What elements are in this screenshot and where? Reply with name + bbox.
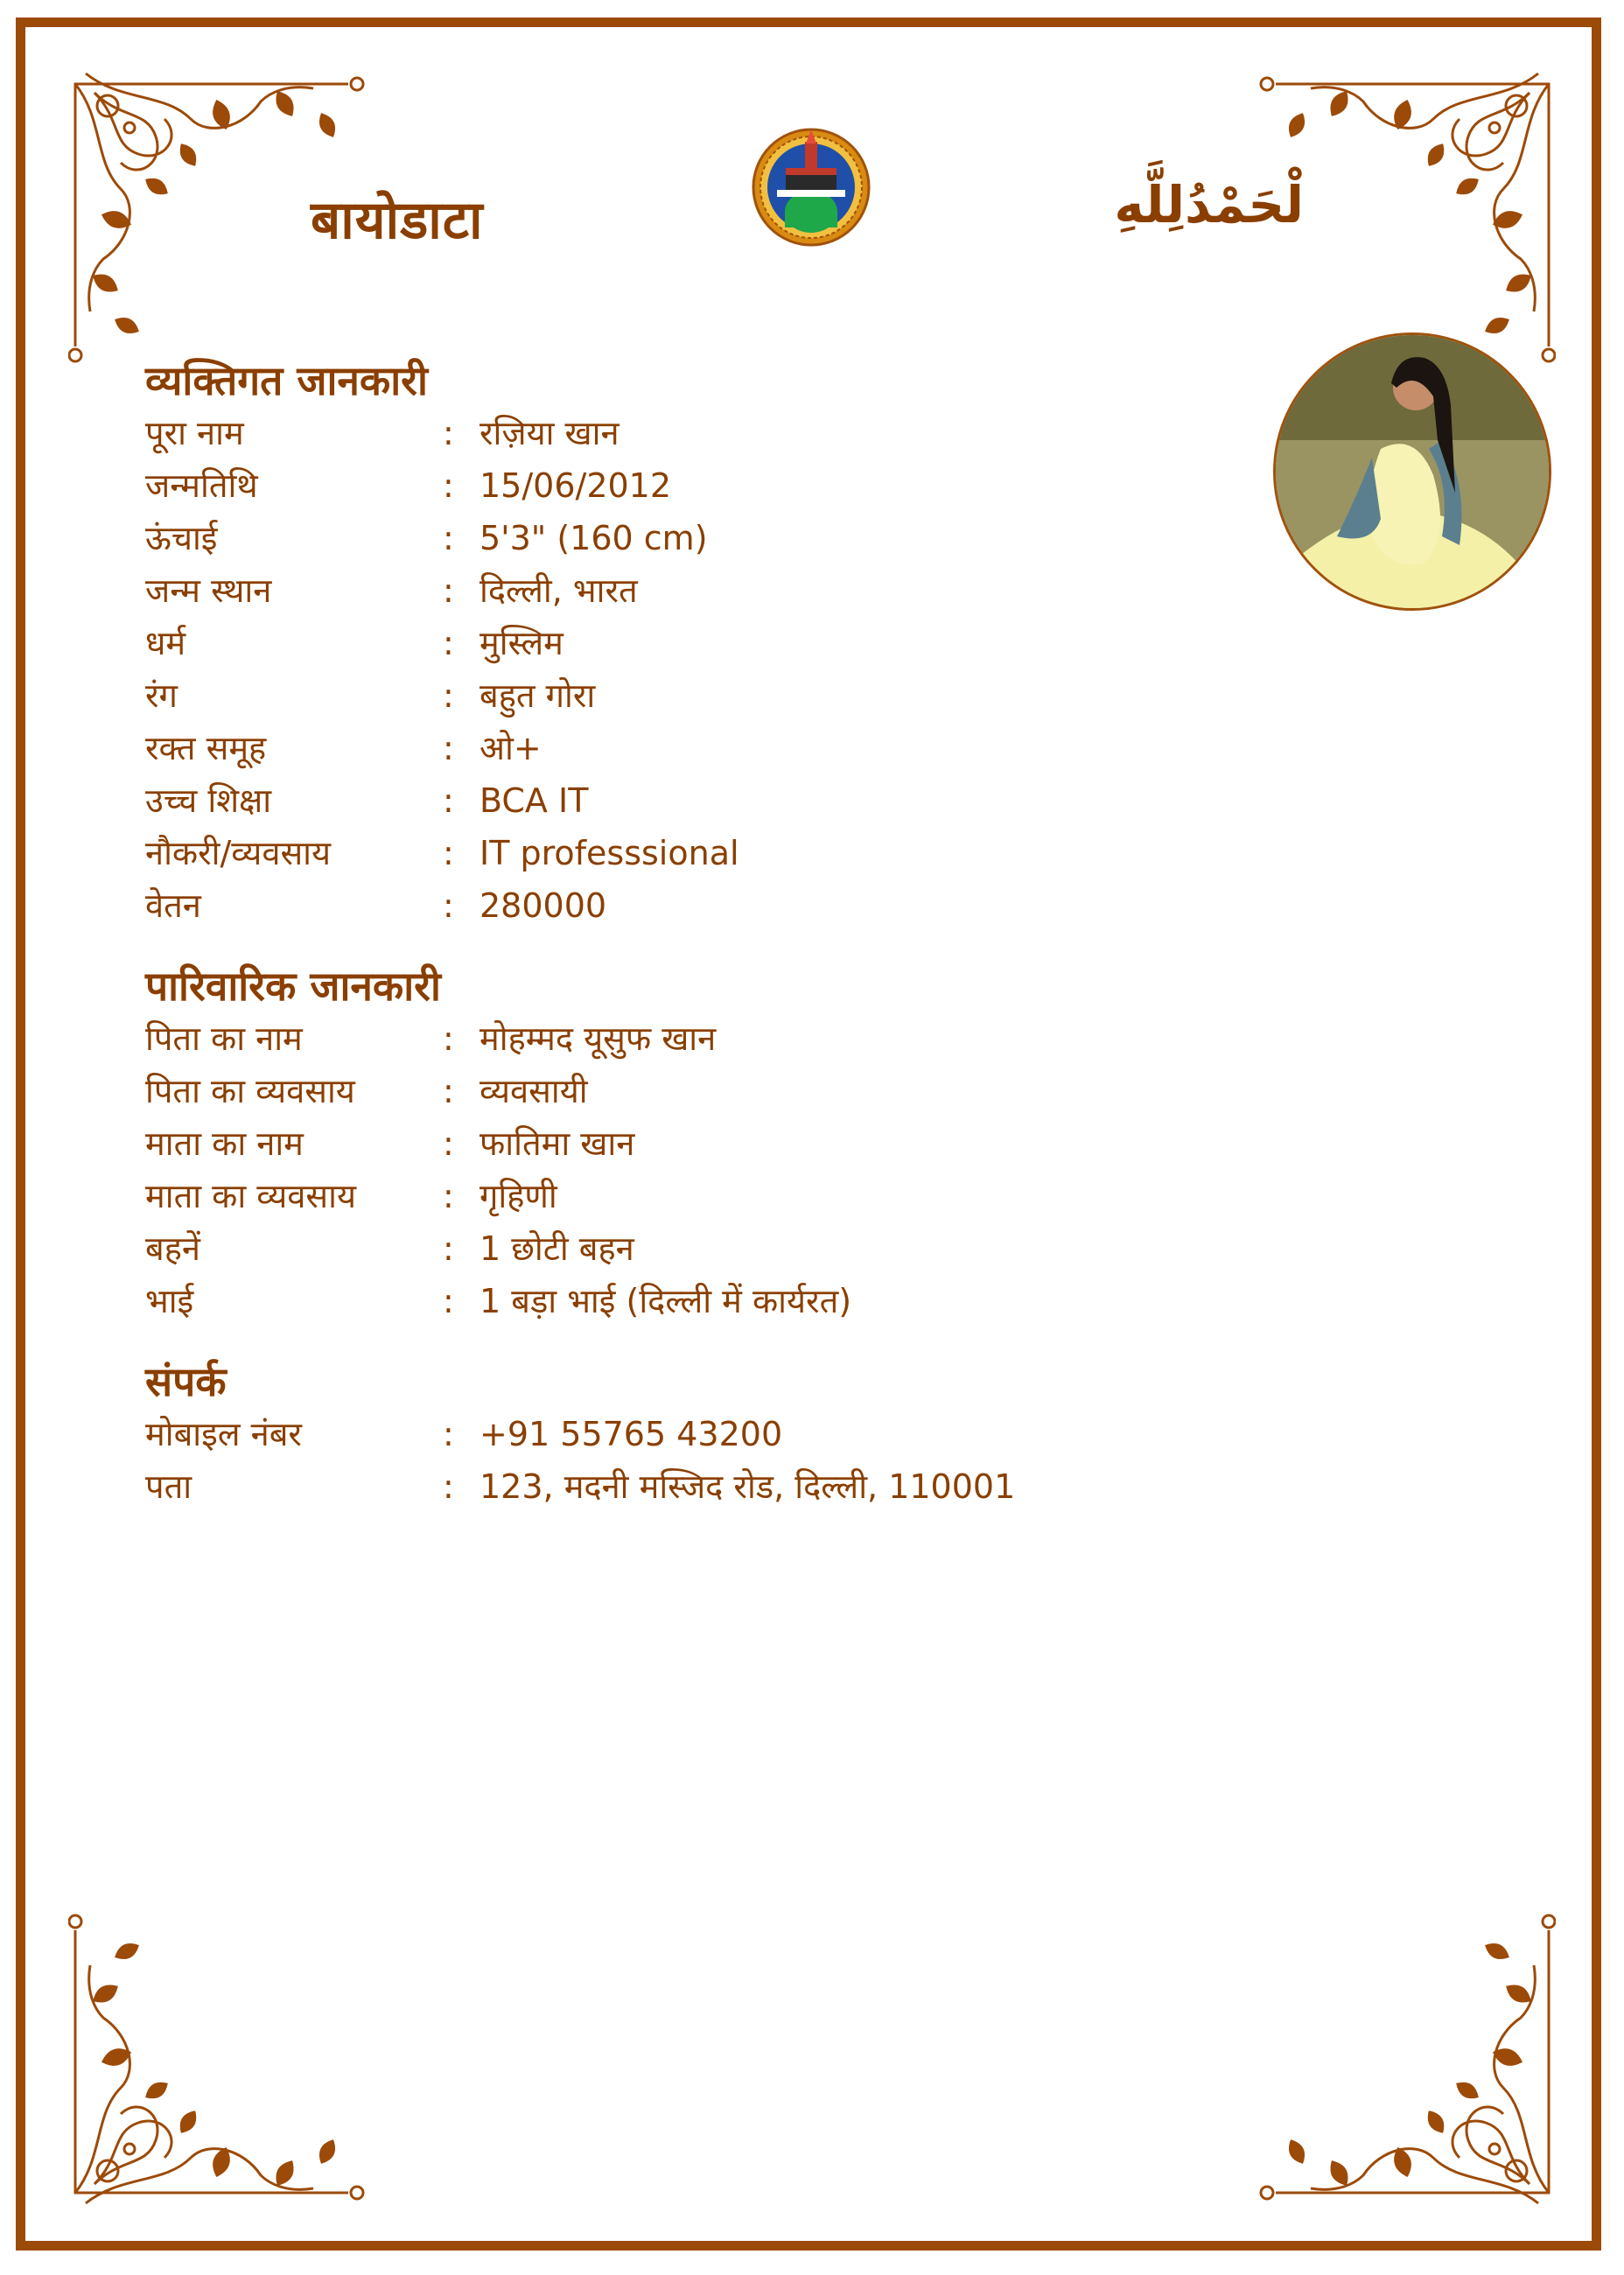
personal-field-label: रक्त समूह	[145, 729, 267, 767]
colon-separator: :	[443, 834, 454, 872]
personal-field-row	[145, 827, 739, 879]
floral-corner-ornament-icon	[1258, 1913, 1556, 2210]
personal-field-value: ओ+	[480, 729, 542, 767]
section-title-contact: संपर्क	[145, 1358, 227, 1405]
profile-photo	[1273, 332, 1551, 611]
contact-section	[145, 1355, 1016, 1513]
personal-field-row	[145, 879, 607, 932]
personal-field-label: उच्च शिक्षा	[145, 781, 272, 820]
personal-field-row	[145, 669, 596, 722]
family-field-label: माता का व्यवसाय	[145, 1177, 356, 1215]
personal-field-value: BCA IT	[480, 781, 589, 820]
personal-info-section	[145, 354, 739, 932]
personal-field-row	[145, 774, 589, 827]
family-field-label: माता का नाम	[145, 1124, 304, 1163]
personal-field-label: जन्म स्थान	[145, 571, 272, 610]
personal-field-label: नौकरी/व्यवसाय	[145, 834, 332, 872]
colon-separator: :	[443, 624, 454, 662]
colon-separator: :	[443, 1282, 454, 1320]
page-title: बायोडाटा	[311, 190, 484, 251]
personal-field-label: जन्मतिथि	[145, 466, 258, 505]
family-field-row	[145, 1012, 717, 1065]
personal-field-label: धर्म	[145, 624, 186, 662]
contact-field-value: +91 55765 43200	[480, 1415, 783, 1453]
personal-field-value: बहुत गोरा	[480, 676, 596, 715]
section-title-family: पारिवारिक जानकारी	[145, 962, 441, 1010]
contact-field-label: मोबाइल नंबर	[145, 1415, 302, 1453]
family-field-value: व्यवसायी	[480, 1072, 588, 1110]
family-field-value: 1 छोटी बहन	[480, 1229, 634, 1268]
family-field-row	[145, 1222, 634, 1275]
contact-field-value: 123, मदनी मस्जिद रोड, दिल्ली, 110001	[480, 1467, 1016, 1506]
family-field-label: बहनें	[145, 1229, 200, 1268]
personal-field-row	[145, 564, 638, 617]
colon-separator: :	[443, 676, 454, 715]
personal-field-row	[145, 722, 542, 774]
colon-separator: :	[443, 1124, 454, 1163]
personal-field-label: रंग	[145, 676, 178, 715]
family-field-label: पिता का नाम	[145, 1019, 303, 1058]
family-field-value: गृहिणी	[480, 1177, 557, 1215]
section-title-personal: व्यक्तिगत जानकारी	[145, 357, 428, 404]
colon-separator: :	[443, 1415, 454, 1453]
mosque-dome-emblem-icon	[751, 124, 872, 248]
family-field-row	[145, 1275, 852, 1327]
family-field-value: मोहम्मद यूसुफ खान	[480, 1019, 717, 1058]
contact-field-row	[145, 1408, 783, 1460]
family-field-label: पिता का व्यवसाय	[145, 1072, 355, 1110]
colon-separator: :	[443, 414, 454, 452]
colon-separator: :	[443, 519, 454, 557]
arabic-heading: لْحَمْدُلِلَّهِ	[1114, 175, 1304, 234]
personal-field-row	[145, 617, 564, 669]
colon-separator: :	[443, 1229, 454, 1268]
contact-field-label: पता	[145, 1467, 192, 1506]
colon-separator: :	[443, 571, 454, 610]
family-field-label: भाई	[145, 1282, 194, 1320]
personal-field-label: ऊंचाई	[145, 519, 218, 557]
personal-field-row	[145, 512, 708, 564]
colon-separator: :	[443, 1019, 454, 1058]
colon-separator: :	[443, 886, 454, 925]
contact-field-row	[145, 1460, 1016, 1513]
colon-separator: :	[443, 1072, 454, 1110]
colon-separator: :	[443, 1177, 454, 1215]
personal-field-label: वेतन	[145, 886, 201, 925]
personal-field-value: मुस्लिम	[480, 624, 564, 662]
family-field-row	[145, 1065, 588, 1117]
personal-field-label: पूरा नाम	[145, 414, 244, 452]
personal-field-row	[145, 459, 672, 512]
colon-separator: :	[443, 781, 454, 820]
family-field-row	[145, 1117, 635, 1170]
personal-field-value: 5'3" (160 cm)	[480, 519, 708, 557]
colon-separator: :	[443, 466, 454, 505]
floral-corner-ornament-icon	[68, 1913, 366, 2210]
personal-field-value: दिल्ली, भारत	[480, 571, 638, 610]
family-field-row	[145, 1170, 557, 1222]
personal-field-value: रज़िया खान	[480, 414, 620, 452]
personal-field-value: IT professsional	[480, 834, 739, 872]
colon-separator: :	[443, 1467, 454, 1506]
family-field-value: फातिमा खान	[480, 1124, 635, 1163]
personal-field-row	[145, 407, 620, 459]
family-field-value: 1 बड़ा भाई (दिल्ली में कार्यरत)	[480, 1282, 852, 1320]
family-info-section	[145, 960, 852, 1327]
personal-field-value: 15/06/2012	[480, 466, 672, 505]
personal-field-value: 280000	[480, 886, 607, 925]
colon-separator: :	[443, 729, 454, 767]
